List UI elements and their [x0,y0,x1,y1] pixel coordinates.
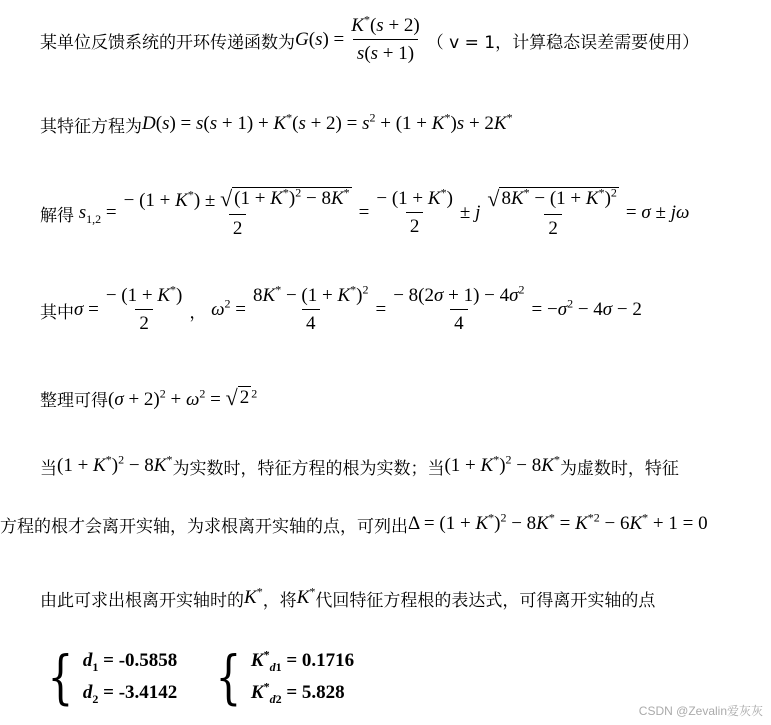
sep-line4: ， [189,302,207,323]
line-conclusion: 由此可求出根离开实轴时的 K* ，将 K* 代回特征方程根的表达式，可得离开实轴的点 [40,584,656,611]
text-line6-c: 为虚数时，特征 [559,458,679,479]
result-k2: $K^*_{d2} = 5.828$ [250,679,345,706]
watermark: CSDN @Zevalin爱灰灰 [638,704,763,718]
fraction-omega-2: $\frac{- 8(2\sigma + 1) - 4\sigma^2}{4}$ [393,282,525,334]
line-condition: 当 $(1 + K^*)^2 - 8K^*$ 为实数时，特征方程的根为实数；当 $(1 + K^*)^2 - 8K^*$ 为虚数时，特征 [40,452,679,479]
result-k1: $K^*_{d1} = 0.1716$ [250,647,355,674]
text-line5: 整理可得 [40,390,108,411]
fraction-omega-1: $\frac{8K^* - (1 + K^*)^2}{4}$ [253,282,369,334]
line-transfer-function [40,8,699,72]
line-roots: 解得 $s_{1,2}$ = − (1 + K*) ± √ $(1 + K^*)^2 - 8K^*$ 2 = $\frac{- (1 + K^*)}{2}$ ± j √ $8K^* - (1 + K^*)^2$ 2 = σ ± jω [40,185,690,239]
text-line8-a: 由此可求出根离开实轴时的 [40,590,244,611]
fraction-roots-2: $\frac{- (1 + K^*)}{2}$ [376,185,453,237]
fraction-sigma: $\frac{- (1 + K^*)}{2}$ [105,282,183,334]
fraction-G: $\frac{K^*(s + 2)}{s(s + 1)}$ [351,12,420,64]
text-line6-a: 当 [40,458,57,479]
formula-s12: $s_{1,2}$ = [78,202,117,226]
text-line3: 解得 [40,205,74,226]
text-line4: 其中 [40,302,74,323]
line-circle: 整理可得 $(\sigma + 2)^2 + \omega^2$ = √ 2 $^2$ [40,384,258,411]
line-discriminant: 方程的根才会离开实轴，为求根离开实轴的点，可列出 $\Delta = (1 + K^*)^2 - 8K^* = K^{*2} - 6K^* + 1 = 0$ [0,510,708,537]
text-line1: 某单位反馈系统的开环传递函数为 [40,32,295,53]
text-line8-b: ，将 [262,590,297,611]
result-k-values: { $K^*_{d1} = 0.1716$ $K^*_{d2} = 5.828$ [215,643,355,711]
text-line7: 方程的根才会离开实轴，为求根离开实轴的点，可列出 [0,516,408,537]
line-characteristic-eq [40,108,513,140]
note-line1: （ v = 1，计算稳态误差需要使用） [426,32,700,53]
formula-G: G(s) = [295,29,345,50]
result-d-values: { $d_1 = -0.5858$ $d_2 = -3.4142$ [47,643,178,711]
fraction-roots-3: √ $8K^* - (1 + K^*)^2$ 2 [487,185,617,239]
result-d2: $d_2 = -3.4142$ [82,682,178,706]
result-d1: $d_1 = -0.5858$ [82,650,178,674]
text-line2: 其特征方程为 [40,116,142,137]
text-line6-b: 为实数时，特征方程的根为实数；当 [172,458,445,479]
text-line8-c: 代回特征方程根的表达式，可得离开实轴的点 [315,590,656,611]
formula-D: $D(s) = s(s + 1) + K^*(s + 2) = s^2 + (1 + K^*)s + 2K^*$ [142,110,513,134]
fraction-roots-1: − (1 + K*) ± √ $(1 + K^*)^2 - 8K^*$ 2 [123,185,350,239]
line-sigma-omega: 其中 σ = $\frac{- (1 + K^*)}{2}$ ， $\omega^2$ = $\frac{8K^* - (1 + K^*)^2}{4}$ = $\frac{- 8(2\sigma + 1) - 4\sigma^2}{4}$ = $-\sigma^2 - 4\sigma - 2$ [40,282,642,334]
